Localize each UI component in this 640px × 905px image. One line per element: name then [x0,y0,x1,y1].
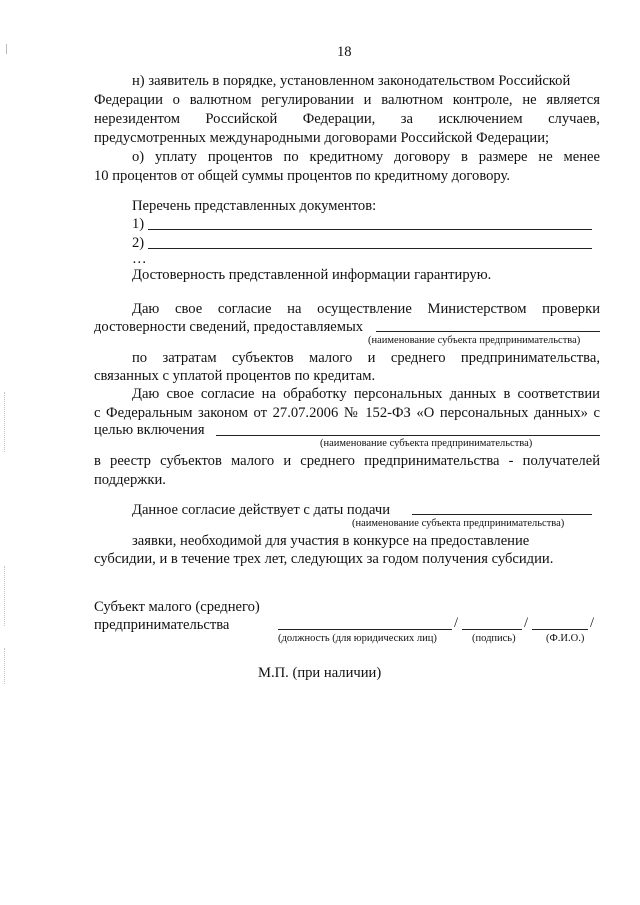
left-margin-dots-2 [4,566,6,626]
subject-name-caption-2: (наименование субъекта предпринимательства) [320,438,533,449]
left-margin-dots-3 [4,648,6,684]
item-n-line-4: предусмотренных международными договорами Российской Федерации; [94,130,550,146]
validity-line-3: субсидии, и в течение трех лет, следующих за годом получения субсидии. [94,551,554,567]
documents-heading: Перечень представленных документов: [132,198,377,214]
left-margin-dots-1 [4,392,6,452]
item-o-line-1: о) уплату процентов по кредитному договору в размере не менее [132,149,600,165]
subject-name-caption-1: (наименование субъекта предпринимательства) [368,335,581,346]
subject-name-line-1 [376,331,600,332]
item-n-line-1: н) заявитель в порядке, установленном законодательством Российской [132,73,571,89]
item-n-word: нерезидентом [94,111,180,127]
item-n-line-2: Федерации о валютном регулировании и валютном контроле, не является [94,92,600,108]
name-caption: (Ф.И.О.) [546,633,585,644]
page-number: 18 [337,44,352,60]
subject-name-line-3 [412,514,592,515]
consent-check-line-3: по затратам субъектов малого и среднего предпринимательства, [132,350,600,366]
consent-personal-line-3: целью включения [94,422,205,438]
document-item-1-label: 1) [132,216,145,232]
documents-ellipsis: … [132,251,147,267]
validity-line-2: заявки, необходимой для участия в конкурсе на предоставление [132,533,530,549]
consent-personal-line-5: поддержки. [94,472,166,488]
guarantee-statement: Достоверность представленной информации гарантирую. [132,267,492,283]
item-n-word: Федерации, [302,111,376,127]
consent-personal-line-4: в реестр субъектов малого и среднего предпринимательства - получателей [94,453,600,469]
item-o-line-2: 10 процентов от общей суммы процентов по кредитному договору. [94,168,510,184]
item-n-word: исключением [438,111,523,127]
slash-1: / [454,615,459,631]
name-line [532,629,588,630]
signature-label-line-1: Субъект малого (среднего) [94,599,260,615]
slash-2: / [524,615,529,631]
document-item-2-label: 2) [132,235,145,251]
document-item-1-line [148,229,592,230]
document-item-2-line [148,248,592,249]
item-n-line-3 [94,110,600,128]
subject-name-line-2 [216,435,600,436]
item-n-word: случаев, [548,111,600,127]
sign-line [462,629,522,630]
left-margin-mark [6,44,7,54]
validity-line-1: Данное согласие действует с даты подачи [132,502,391,518]
consent-check-line-1: Даю свое согласие на осуществление Министерством проверки [132,301,600,317]
item-n-word: Российской [205,111,278,127]
consent-check-line-4: связанных с уплатой процентов по кредитам. [94,368,376,384]
consent-personal-line-1: Даю свое согласие на обработку персональных данных в соответствии [132,386,600,402]
subject-name-caption-3: (наименование субъекта предпринимательства) [352,518,565,529]
position-line [278,629,452,630]
consent-check-line-2: достоверности сведений, предоставляемых [94,319,364,335]
signature-label-line-2: предпринимательства [94,617,230,633]
slash-3: / [590,615,595,631]
sign-caption: (подпись) [472,633,516,644]
position-caption: (должность (для юридических лиц) [278,633,437,644]
item-n-word: за [400,111,414,127]
stamp-placeholder: М.П. (при наличии) [258,665,382,681]
consent-personal-line-2: с Федеральным законом от 27.07.2006 № 152-ФЗ «О персональных данных» с [94,405,600,421]
